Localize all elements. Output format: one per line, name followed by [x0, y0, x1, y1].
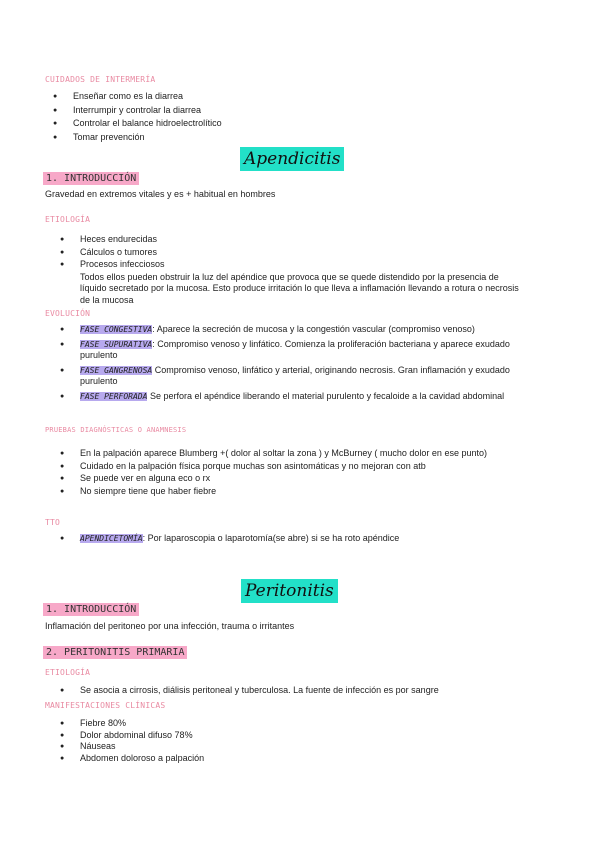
list-item: ● Se asocia a cirrosis, diálisis peritoneal y tuberculosa. La fuente de infección es por sangre: [60, 685, 439, 695]
peritonitis-etiologia-list: [60, 685, 540, 697]
apendicitis-title: Apendicitis: [240, 147, 344, 171]
list-item: ● Náuseas: [60, 741, 116, 751]
list-item: ● FASE CONGESTIVA: Aparece la secreción de mucosa y la congestión vascular (compromiso venoso): [60, 324, 475, 334]
pruebas-heading: PRUEBAS DIAGNÓSTICAS O ANAMNESIS: [45, 426, 187, 434]
etiologia-text: Todos ellos pueden obstruir la luz del apéndice que provoca que se quede distendido por la presencia de líquido secretado por la mucosa. Esto produce irritación lo que lleva a inflamación llevando a rotura o necrosis de la mucosa: [80, 271, 519, 305]
manif-heading: MANIFESTACIONES CLÍNICAS: [45, 701, 166, 710]
list-item: ● FASE GANGRENOSA Compromiso venoso, linfático y arterial, originando necrosis. Gran inflamación y exudado purulento: [60, 364, 510, 386]
tto-list: [60, 533, 520, 545]
list-item: ● Cuidado en la palpación física porque muchas son asintomáticas y no mejoran con atb: [60, 460, 426, 471]
evolucion-list: [60, 324, 520, 405]
manif-list: [60, 718, 520, 764]
list-item: ● Cálculos o tumores: [60, 246, 158, 257]
peritonitis-intro-text: Inflamación del peritoneo por una infección, trauma o irritantes: [45, 621, 295, 631]
list-item: ● Se puede ver en alguna eco o rx: [60, 473, 211, 483]
list-item: ● Procesos infecciosos: [60, 259, 165, 269]
primaria-heading: 2. PERITONITIS PRIMARIA: [43, 646, 187, 659]
list-item: ● Fiebre 80%: [60, 718, 127, 728]
apendicitis-intro-heading: 1. INTRODUCCIÓN: [43, 172, 139, 185]
peritonitis-title: Peritonitis: [241, 579, 338, 603]
list-item: ● Controlar el balance hidroelectrolítico: [53, 118, 222, 128]
tto-heading: TTO: [45, 518, 61, 527]
fase-label: FASE CONGESTIVA: [80, 325, 153, 334]
list-item: ● FASE SUPURATIVA: Compromiso venoso y linfático. Comienza la proliferación bacteriana y aparece exudado purulento: [60, 338, 510, 360]
etiologia-list: [60, 234, 520, 306]
fase-label: FASE SUPURATIVA: [80, 339, 153, 349]
fase-label: FASE PERFORADA: [80, 391, 148, 401]
list-item: ● Interrumpir y controlar la diarrea: [53, 104, 202, 115]
cuidados-heading: CUIDADOS DE INTERMERÍA: [45, 75, 156, 84]
list-item: ● FASE PERFORADA Se perfora el apéndice liberando el material purulento y fecaloide a la cavidad abdominal: [60, 390, 505, 401]
list-item: ● APENDICETOMÍA: Por laparoscopia o laparotomía(se abre) si se ha roto apéndice: [60, 533, 400, 543]
evolucion-heading: EVOLUCIÓN: [45, 309, 91, 318]
fase-label: FASE GANGRENOSA: [80, 365, 153, 375]
list-item: ● No siempre tiene que haber fiebre: [60, 485, 217, 496]
etiologia-heading: ETIOLOGÍA: [45, 215, 91, 224]
peritonitis-etiologia-heading: ETIOLOGÍA: [45, 668, 91, 677]
list-item: ● En la palpación aparece Blumberg +( dolor al soltar la zona ) y McBurney ( mucho dolor en ese punto): [60, 448, 487, 458]
list-item: ● Enseñar como es la diarrea: [53, 91, 184, 101]
list-item: ● Heces endurecidas: [60, 234, 158, 244]
pruebas-list: [60, 448, 520, 498]
list-item: ● Abdomen doloroso a palpación: [60, 752, 205, 763]
list-item: ● Dolor abdominal difuso 78%: [60, 729, 193, 740]
cuidados-list: [53, 91, 553, 145]
apendicitis-intro-text: Gravedad en extremos vitales y es + habitual en hombres: [45, 189, 276, 199]
peritonitis-intro-heading: 1. INTRODUCCIÓN: [43, 603, 139, 616]
list-item: ● Tomar prevención: [53, 131, 145, 142]
tto-label: APENDICETOMÍA: [80, 534, 143, 543]
